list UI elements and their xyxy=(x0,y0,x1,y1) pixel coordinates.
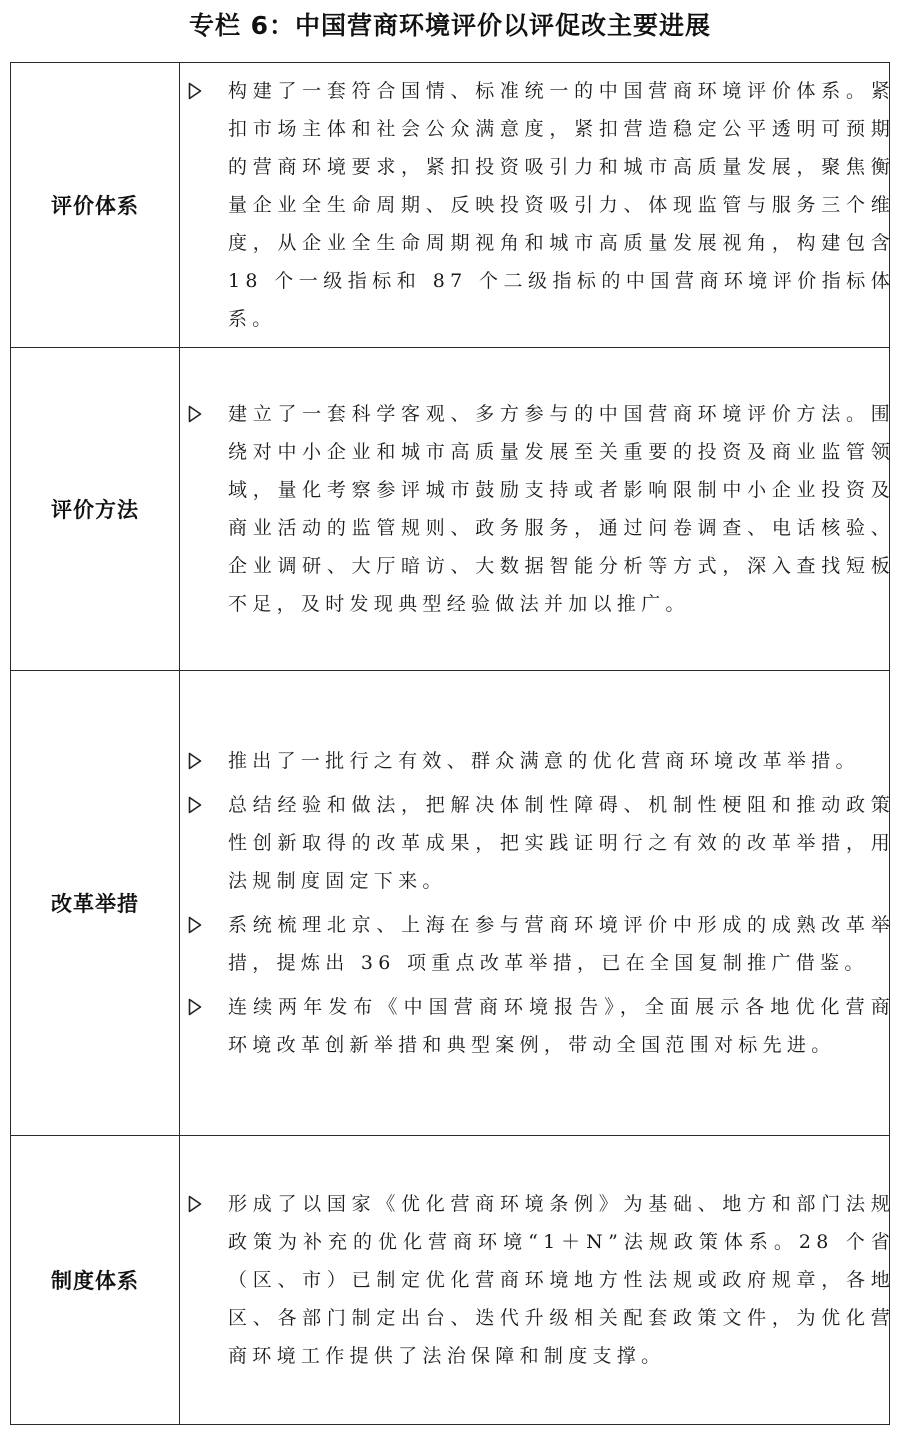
list-item xyxy=(180,786,895,900)
row-label: 评价方法 xyxy=(11,348,180,671)
hollow-arrow-right-icon xyxy=(180,906,228,944)
hollow-arrow-right-icon xyxy=(180,786,228,824)
list-item xyxy=(180,72,895,338)
item-text: 总结经验和做法，把解决体制性障碍、机制性梗阻和推动政策性创新取得的改革成果，把实践证明行之有效的改革举措，用法规制度固定下来。 xyxy=(228,794,895,892)
page-title: 专栏 6：中国营商环境评价以评促改主要进展 xyxy=(188,11,712,40)
item-text: 连续两年发布《中国营商环境报告》，全面展示各地优化营商环境改革创新举措和典型案例，带动全国范围对标先进。 xyxy=(228,996,895,1056)
table-row xyxy=(11,671,890,1136)
hollow-arrow-right-icon xyxy=(180,988,228,1026)
table-row xyxy=(11,1136,890,1425)
table-row xyxy=(11,348,890,671)
item-text: 推出了一批行之有效、群众满意的优化营商环境改革举措。 xyxy=(228,750,860,772)
list-item xyxy=(180,988,895,1064)
hollow-arrow-right-icon xyxy=(180,1185,228,1223)
list-item xyxy=(180,1185,895,1375)
row-content xyxy=(180,671,895,1136)
row-content xyxy=(180,1136,895,1425)
row-label: 评价体系 xyxy=(11,63,180,348)
hollow-arrow-right-icon xyxy=(180,395,228,433)
hollow-arrow-right-icon xyxy=(180,72,228,110)
hollow-arrow-right-icon xyxy=(180,742,228,780)
item-text: 形成了以国家《优化营商环境条例》为基础、地方和部门法规政策为补充的优化营商环境“1＋N”法规政策体系。28 个省（区、市）已制定优化营商环境地方性法规或政府规章，各地区、各部门制定出台、迭代升级相关配套政策文件，为优化营商环境工作提供了法治保障和制度支撑。 xyxy=(228,1193,895,1367)
row-label: 改革举措 xyxy=(11,671,180,1136)
item-text: 建立了一套科学客观、多方参与的中国营商环境评价方法。围绕对中小企业和城市高质量发展至关重要的投资及商业监管领域，量化考察参评城市鼓励支持或者影响限制中小企业投资及商业活动的监管规则、政务服务，通过问卷调查、电话核验、企业调研、大厅暗访、大数据智能分析等方式，深入查找短板不足，及时发现典型经验做法并加以推广。 xyxy=(228,403,895,615)
list-item xyxy=(180,395,895,623)
row-label: 制度体系 xyxy=(11,1136,180,1425)
item-text: 构建了一套符合国情、标准统一的中国营商环境评价体系。紧扣市场主体和社会公众满意度，紧扣营造稳定公平透明可预期的营商环境要求，紧扣投资吸引力和城市高质量发展，聚焦衡量企业全生命周期、反映投资吸引力、体现监管与服务三个维度，从企业全生命周期视角和城市高质量发展视角，构建包含 18 个一级指标和 87 个二级指标的中国营商环境评价指标体系。 xyxy=(228,80,895,330)
table-row xyxy=(11,63,890,348)
list-item xyxy=(180,742,889,780)
item-text: 系统梳理北京、上海在参与营商环境评价中形成的成熟改革举措，提炼出 36 项重点改革举措，已在全国复制推广借鉴。 xyxy=(228,914,895,974)
row-content xyxy=(180,63,895,348)
list-item xyxy=(180,906,895,982)
progress-table xyxy=(10,62,895,1425)
row-content xyxy=(180,348,895,671)
